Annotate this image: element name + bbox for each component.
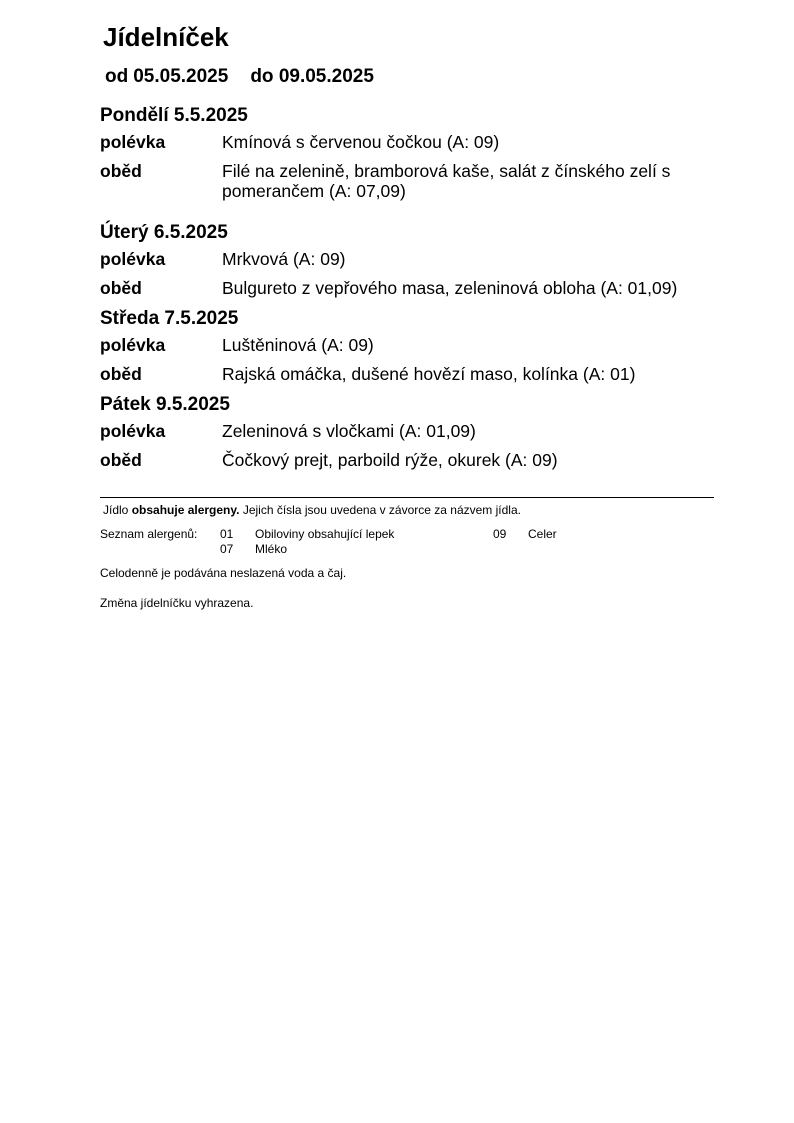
allergen-item: [220, 527, 394, 541]
meal-text: Čočkový prejt, parboild rýže, okurek (A: 09): [222, 450, 558, 470]
allergen-item: [220, 542, 287, 556]
meal-row: [100, 132, 740, 152]
meal-text: Kmínová s červenou čočkou (A: 09): [222, 132, 500, 152]
allergen-code: 07: [220, 542, 234, 556]
allergen-code: 09: [493, 527, 507, 541]
meal-label: oběd: [100, 161, 142, 181]
range-to-date: 09.05.2025: [278, 66, 374, 87]
drinks-note: Celodenně je podávána neslazená voda a čaj.: [100, 566, 347, 580]
meal-text: Luštěninová (A: 09): [222, 335, 374, 355]
note-suffix: Jejich čísla jsou uvedena v závorce za názvem jídla.: [239, 503, 521, 517]
meal-label: polévka: [100, 335, 166, 355]
day-monday: [100, 104, 740, 201]
meal-row: [100, 421, 740, 441]
day-friday: [100, 393, 740, 470]
day-title: Pondělí 5.5.2025: [100, 105, 248, 126]
day-title: Středa 7.5.2025: [100, 308, 239, 329]
change-disclaimer: Změna jídelníčku vyhrazena.: [100, 596, 254, 610]
meal-row: [100, 161, 740, 201]
meal-label: polévka: [100, 421, 166, 441]
menu-days: [100, 104, 740, 479]
day-title: Pátek 9.5.2025: [100, 394, 230, 415]
allergen-name: Celer: [528, 527, 557, 541]
allergen-code: 01: [220, 527, 234, 541]
meal-text: Bulgureto z vepřového masa, zeleninová obloha (A: 01,09): [222, 278, 678, 298]
note-prefix: Jídlo: [103, 503, 132, 517]
allergen-name: Obiloviny obsahující lepek: [255, 527, 395, 541]
meal-text: Filé na zelenině, bramborová kaše, salát z čínského zelí s pomerančem (A: 07,09): [222, 161, 671, 201]
meal-text: Rajská omáčka, dušené hovězí maso, kolínka (A: 01): [222, 364, 636, 384]
meal-label: oběd: [100, 278, 142, 298]
meal-row: [100, 278, 740, 298]
meal-text: Mrkvová (A: 09): [222, 249, 346, 269]
meal-row: [100, 450, 740, 470]
meal-text: Zeleninová s vločkami (A: 01,09): [222, 421, 476, 441]
range-from-date: 05.05.2025: [133, 66, 229, 87]
allergen-note: [103, 503, 521, 517]
meal-label: oběd: [100, 364, 142, 384]
meal-label: oběd: [100, 450, 142, 470]
range-from-label: od: [105, 66, 129, 87]
day-tuesday: [100, 221, 740, 298]
allergen-item: [493, 527, 557, 541]
date-range: [105, 66, 374, 88]
meal-row: [100, 364, 740, 384]
range-to-label: do: [250, 66, 274, 87]
note-bold: obsahuje alergeny.: [131, 503, 240, 517]
allergen-list-label: Seznam alergenů:: [100, 527, 198, 541]
meal-label: polévka: [100, 132, 166, 152]
section-divider: [100, 497, 714, 498]
meal-label: polévka: [100, 249, 166, 269]
allergen-name: Mléko: [255, 542, 288, 556]
page-title: Jídelníček: [103, 22, 229, 52]
meal-row: [100, 335, 740, 355]
meal-row: [100, 249, 740, 269]
day-wednesday: [100, 307, 740, 384]
day-title: Úterý 6.5.2025: [100, 222, 228, 243]
